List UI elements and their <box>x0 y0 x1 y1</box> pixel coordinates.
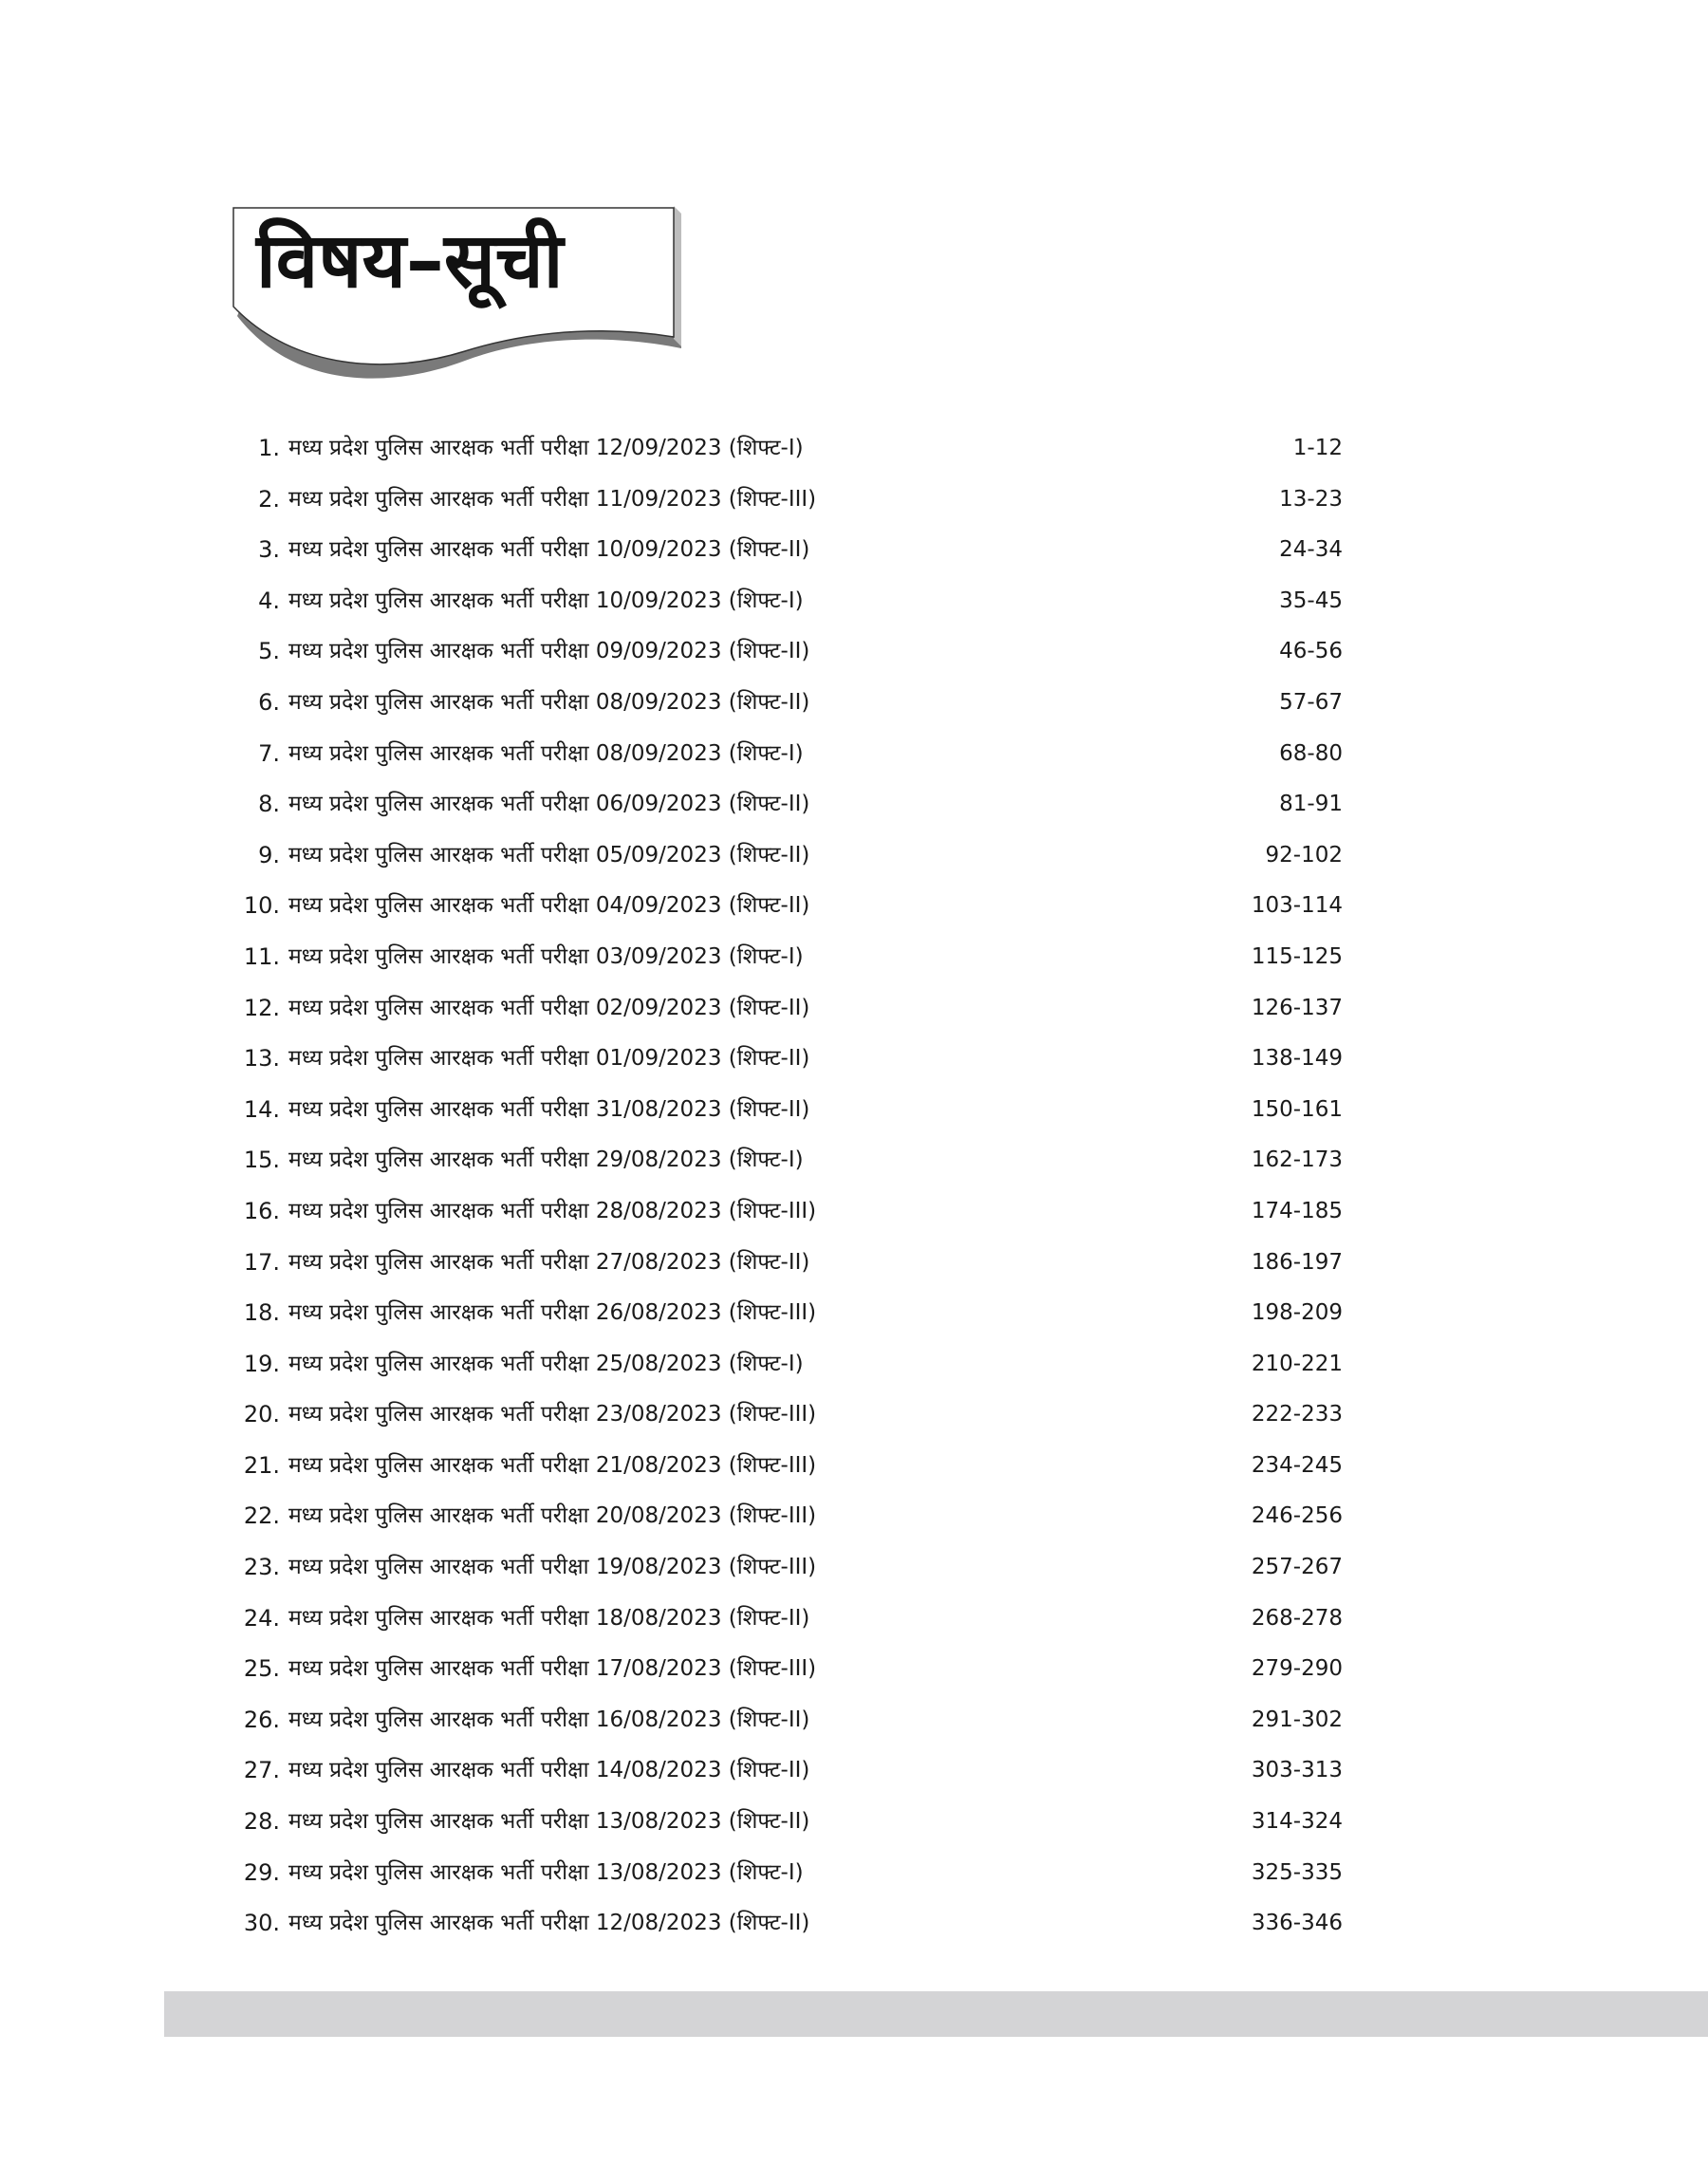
toc-entry-pages: 150-161 <box>1251 1096 1343 1122</box>
toc-entry-pages: 314-324 <box>1251 1809 1343 1835</box>
toc-entry-title: मध्य प्रदेश पुलिस आरक्षक भर्ती परीक्षा 31/08/2023 (शिफ्ट-II) <box>288 1096 810 1122</box>
toc-entry-number: 15. <box>243 1147 280 1174</box>
toc-entry-pages: 210-221 <box>1251 1351 1343 1376</box>
toc-entry-number: 2. <box>258 485 280 513</box>
toc-entry-title: मध्य प्रदेश पुलिस आरक्षक भर्ती परीक्षा 14/08/2023 (शिफ्ट-II) <box>288 1758 810 1783</box>
toc-entry-number: 28. <box>243 1808 280 1836</box>
toc-entry-title: मध्य प्रदेश पुलिस आरक्षक भर्ती परीक्षा 21/08/2023 (शिफ्ट-III) <box>288 1452 817 1478</box>
toc-entry-number: 17. <box>243 1248 280 1276</box>
toc-entry <box>228 1542 1343 1594</box>
toc-entry-title: मध्य प्रदेश पुलिस आरक्षक भर्ती परीक्षा 19/08/2023 (शिफ्ट-III) <box>288 1555 817 1580</box>
toc-entry-title: मध्य प्रदेश पुलिस आरक्षक भर्ती परीक्षा 28/08/2023 (शिफ्ट-III) <box>288 1198 817 1223</box>
toc-entry-title: मध्य प्रदेश पुलिस आरक्षक भर्ती परीक्षा 01/09/2023 (शिफ्ट-II) <box>288 1046 810 1072</box>
toc-entry-title: मध्य प्रदेश पुलिस आरक्षक भर्ती परीक्षा 06/09/2023 (शिफ्ट-II) <box>288 792 810 817</box>
toc-entry-title: मध्य प्रदेश पुलिस आरक्षक भर्ती परीक्षा 18/08/2023 (शिफ्ट-II) <box>288 1605 810 1631</box>
toc-entry-pages: 303-313 <box>1251 1758 1343 1783</box>
toc-entry-title: मध्य प्रदेश पुलिस आरक्षक भर्ती परीक्षा 10/09/2023 (शिफ्ट-II) <box>288 537 810 563</box>
toc-entry-number: 3. <box>258 536 280 564</box>
toc-entry-pages: 291-302 <box>1251 1707 1343 1732</box>
toc-entry-number: 27. <box>243 1757 280 1784</box>
toc-entry <box>228 1441 1343 1492</box>
toc-entry-pages: 222-233 <box>1251 1402 1343 1427</box>
toc-entry <box>228 1491 1343 1542</box>
toc-entry-pages: 198-209 <box>1251 1300 1343 1326</box>
toc-entry-title: मध्य प्रदेश पुलिस आरक्षक भर्ती परीक्षा 23/08/2023 (शिफ्ट-III) <box>288 1402 817 1427</box>
toc-entry <box>228 1135 1343 1186</box>
toc-entry-title: मध्य प्रदेश पुलिस आरक्षक भर्ती परीक्षा 17/08/2023 (शिफ्ट-III) <box>288 1656 817 1682</box>
toc-entry-number: 19. <box>243 1350 280 1377</box>
toc-entry-pages: 162-173 <box>1251 1147 1343 1173</box>
toc-entry <box>228 1288 1343 1339</box>
toc-entry-title: मध्य प्रदेश पुलिस आरक्षक भर्ती परीक्षा 02/09/2023 (शिफ्ट-II) <box>288 995 810 1020</box>
toc-entry <box>228 1745 1343 1797</box>
toc-entry-pages: 35-45 <box>1279 588 1343 613</box>
toc-entry-title: मध्य प्रदेश पुलिस आरक्षक भर्ती परीक्षा 05/09/2023 (शिफ्ट-II) <box>288 842 810 868</box>
toc-entry-number: 6. <box>258 688 280 716</box>
toc-entry-pages: 325-335 <box>1251 1859 1343 1885</box>
toc-entry <box>228 1085 1343 1136</box>
toc-entry-pages: 279-290 <box>1251 1656 1343 1682</box>
toc-entry-title: मध्य प्रदेश पुलिस आरक्षक भर्ती परीक्षा 12/09/2023 (शिफ्ट-I) <box>288 436 804 460</box>
toc-entry-pages: 13-23 <box>1279 486 1343 512</box>
toc-entry <box>228 779 1343 830</box>
toc-entry-number: 21. <box>243 1451 280 1479</box>
toc-entry-pages: 46-56 <box>1279 639 1343 664</box>
toc-entry-pages: 336-346 <box>1251 1911 1343 1936</box>
toc-entry-pages: 92-102 <box>1265 842 1343 868</box>
toc-entry-number: 10. <box>243 892 280 920</box>
toc-entry-pages: 115-125 <box>1251 943 1343 969</box>
toc-entry-number: 4. <box>258 587 280 614</box>
toc-entry <box>228 1339 1343 1390</box>
toc-entry <box>228 678 1343 729</box>
toc-entry <box>228 1797 1343 1848</box>
toc-entry-title: मध्य प्रदेश पुलिस आरक्षक भर्ती परीक्षा 26/08/2023 (शिफ्ट-III) <box>288 1300 817 1326</box>
toc-entry-pages: 268-278 <box>1251 1605 1343 1631</box>
toc-entry-pages: 57-67 <box>1279 689 1343 715</box>
page-title: विषय–सूची <box>256 216 564 305</box>
toc-entry-number: 14. <box>243 1095 280 1123</box>
toc-entry-number: 20. <box>243 1401 280 1428</box>
toc-entry <box>228 423 1343 475</box>
toc-entry-number: 22. <box>243 1502 280 1530</box>
toc-entry-title: मध्य प्रदेश पुलिस आरक्षक भर्ती परीक्षा 10/09/2023 (शिफ्ट-I) <box>288 588 804 613</box>
toc-entry-number: 29. <box>243 1858 280 1886</box>
toc-entry <box>228 475 1343 526</box>
toc-entry-title: मध्य प्रदेश पुलिस आरक्षक भर्ती परीक्षा 29/08/2023 (शिफ्ट-I) <box>288 1147 804 1173</box>
toc-entry-number: 23. <box>243 1554 280 1581</box>
toc-entry <box>228 1390 1343 1441</box>
toc-entry-number: 25. <box>243 1655 280 1683</box>
toc-entry-pages: 138-149 <box>1251 1046 1343 1072</box>
toc-entry-title: मध्य प्रदेश पुलिस आरक्षक भर्ती परीक्षा 09/09/2023 (शिफ्ट-II) <box>288 639 810 664</box>
toc-entry-pages: 68-80 <box>1279 740 1343 766</box>
toc-entry-number: 11. <box>243 942 280 970</box>
toc-entry-pages: 103-114 <box>1251 893 1343 919</box>
toc-entry <box>228 1594 1343 1645</box>
toc-entry-title: मध्य प्रदेश पुलिस आरक्षक भर्ती परीक्षा 03/09/2023 (शिफ्ट-I) <box>288 943 804 969</box>
toc-entry-pages: 1-12 <box>1292 436 1343 460</box>
toc-entry-title: मध्य प्रदेश पुलिस आरक्षक भर्ती परीक्षा 11/09/2023 (शिफ्ट-III) <box>288 486 817 512</box>
toc-entry <box>228 1238 1343 1289</box>
toc-entry-number: 9. <box>258 841 280 868</box>
toc-entry-pages: 81-91 <box>1279 792 1343 817</box>
toc-entry-pages: 126-137 <box>1251 995 1343 1020</box>
toc-entry-title: मध्य प्रदेश पुलिस आरक्षक भर्ती परीक्षा 13/08/2023 (शिफ्ट-I) <box>288 1859 804 1885</box>
toc-entry <box>228 932 1343 983</box>
toc-entry-title: मध्य प्रदेश पुलिस आरक्षक भर्ती परीक्षा 08/09/2023 (शिफ्ट-I) <box>288 740 804 766</box>
toc-entry-title: मध्य प्रदेश पुलिस आरक्षक भर्ती परीक्षा 12/08/2023 (शिफ्ट-II) <box>288 1911 810 1936</box>
toc-entry-number: 18. <box>243 1299 280 1327</box>
toc-entry-pages: 174-185 <box>1251 1198 1343 1223</box>
toc-entry-number: 12. <box>243 994 280 1021</box>
toc-entry <box>228 1186 1343 1238</box>
toc-entry-title: मध्य प्रदेश पुलिस आरक्षक भर्ती परीक्षा 13/08/2023 (शिफ्ट-II) <box>288 1809 810 1835</box>
toc-entry-number: 5. <box>258 638 280 665</box>
toc-entry <box>228 881 1343 932</box>
toc-entry-title: मध्य प्रदेश पुलिस आरक्षक भर्ती परीक्षा 20/08/2023 (शिफ्ट-III) <box>288 1503 817 1529</box>
footer-band <box>164 1991 1708 2037</box>
toc-entry-pages: 246-256 <box>1251 1503 1343 1529</box>
toc-entry-pages: 257-267 <box>1251 1555 1343 1580</box>
toc-entry <box>228 1644 1343 1695</box>
toc-entry-pages: 24-34 <box>1279 537 1343 563</box>
toc-entry <box>228 1034 1343 1085</box>
toc-entry-number: 26. <box>243 1706 280 1733</box>
toc-entry-pages: 186-197 <box>1251 1249 1343 1275</box>
toc-entry-title: मध्य प्रदेश पुलिस आरक्षक भर्ती परीक्षा 16/08/2023 (शिफ्ट-II) <box>288 1707 810 1732</box>
toc-entry <box>228 729 1343 780</box>
toc-entry-title: मध्य प्रदेश पुलिस आरक्षक भर्ती परीक्षा 25/08/2023 (शिफ्ट-I) <box>288 1351 804 1376</box>
contents-heading-banner <box>228 195 683 384</box>
toc-entry <box>228 1695 1343 1746</box>
toc-entry-number: 8. <box>258 791 280 818</box>
toc-entry <box>228 576 1343 627</box>
toc-entry-number: 16. <box>243 1197 280 1224</box>
toc-entry <box>228 1848 1343 1899</box>
toc-entry-title: मध्य प्रदेश पुलिस आरक्षक भर्ती परीक्षा 08/09/2023 (शिफ्ट-II) <box>288 689 810 715</box>
toc-entry-title: मध्य प्रदेश पुलिस आरक्षक भर्ती परीक्षा 04/09/2023 (शिफ्ट-II) <box>288 893 810 919</box>
toc-entry-title: मध्य प्रदेश पुलिस आरक्षक भर्ती परीक्षा 27/08/2023 (शिफ्ट-II) <box>288 1249 810 1275</box>
toc-entry <box>228 830 1343 882</box>
toc-entry <box>228 525 1343 576</box>
toc-entry-number: 1. <box>258 435 280 461</box>
toc-entry <box>228 1898 1343 1950</box>
toc-entry-number: 7. <box>258 739 280 767</box>
toc-entry-number: 24. <box>243 1604 280 1632</box>
toc-entry-number: 30. <box>243 1910 280 1937</box>
table-of-contents <box>228 423 1343 1950</box>
toc-entry <box>228 983 1343 1035</box>
toc-entry-number: 13. <box>243 1045 280 1073</box>
toc-entry <box>228 626 1343 678</box>
toc-entry-pages: 234-245 <box>1251 1452 1343 1478</box>
